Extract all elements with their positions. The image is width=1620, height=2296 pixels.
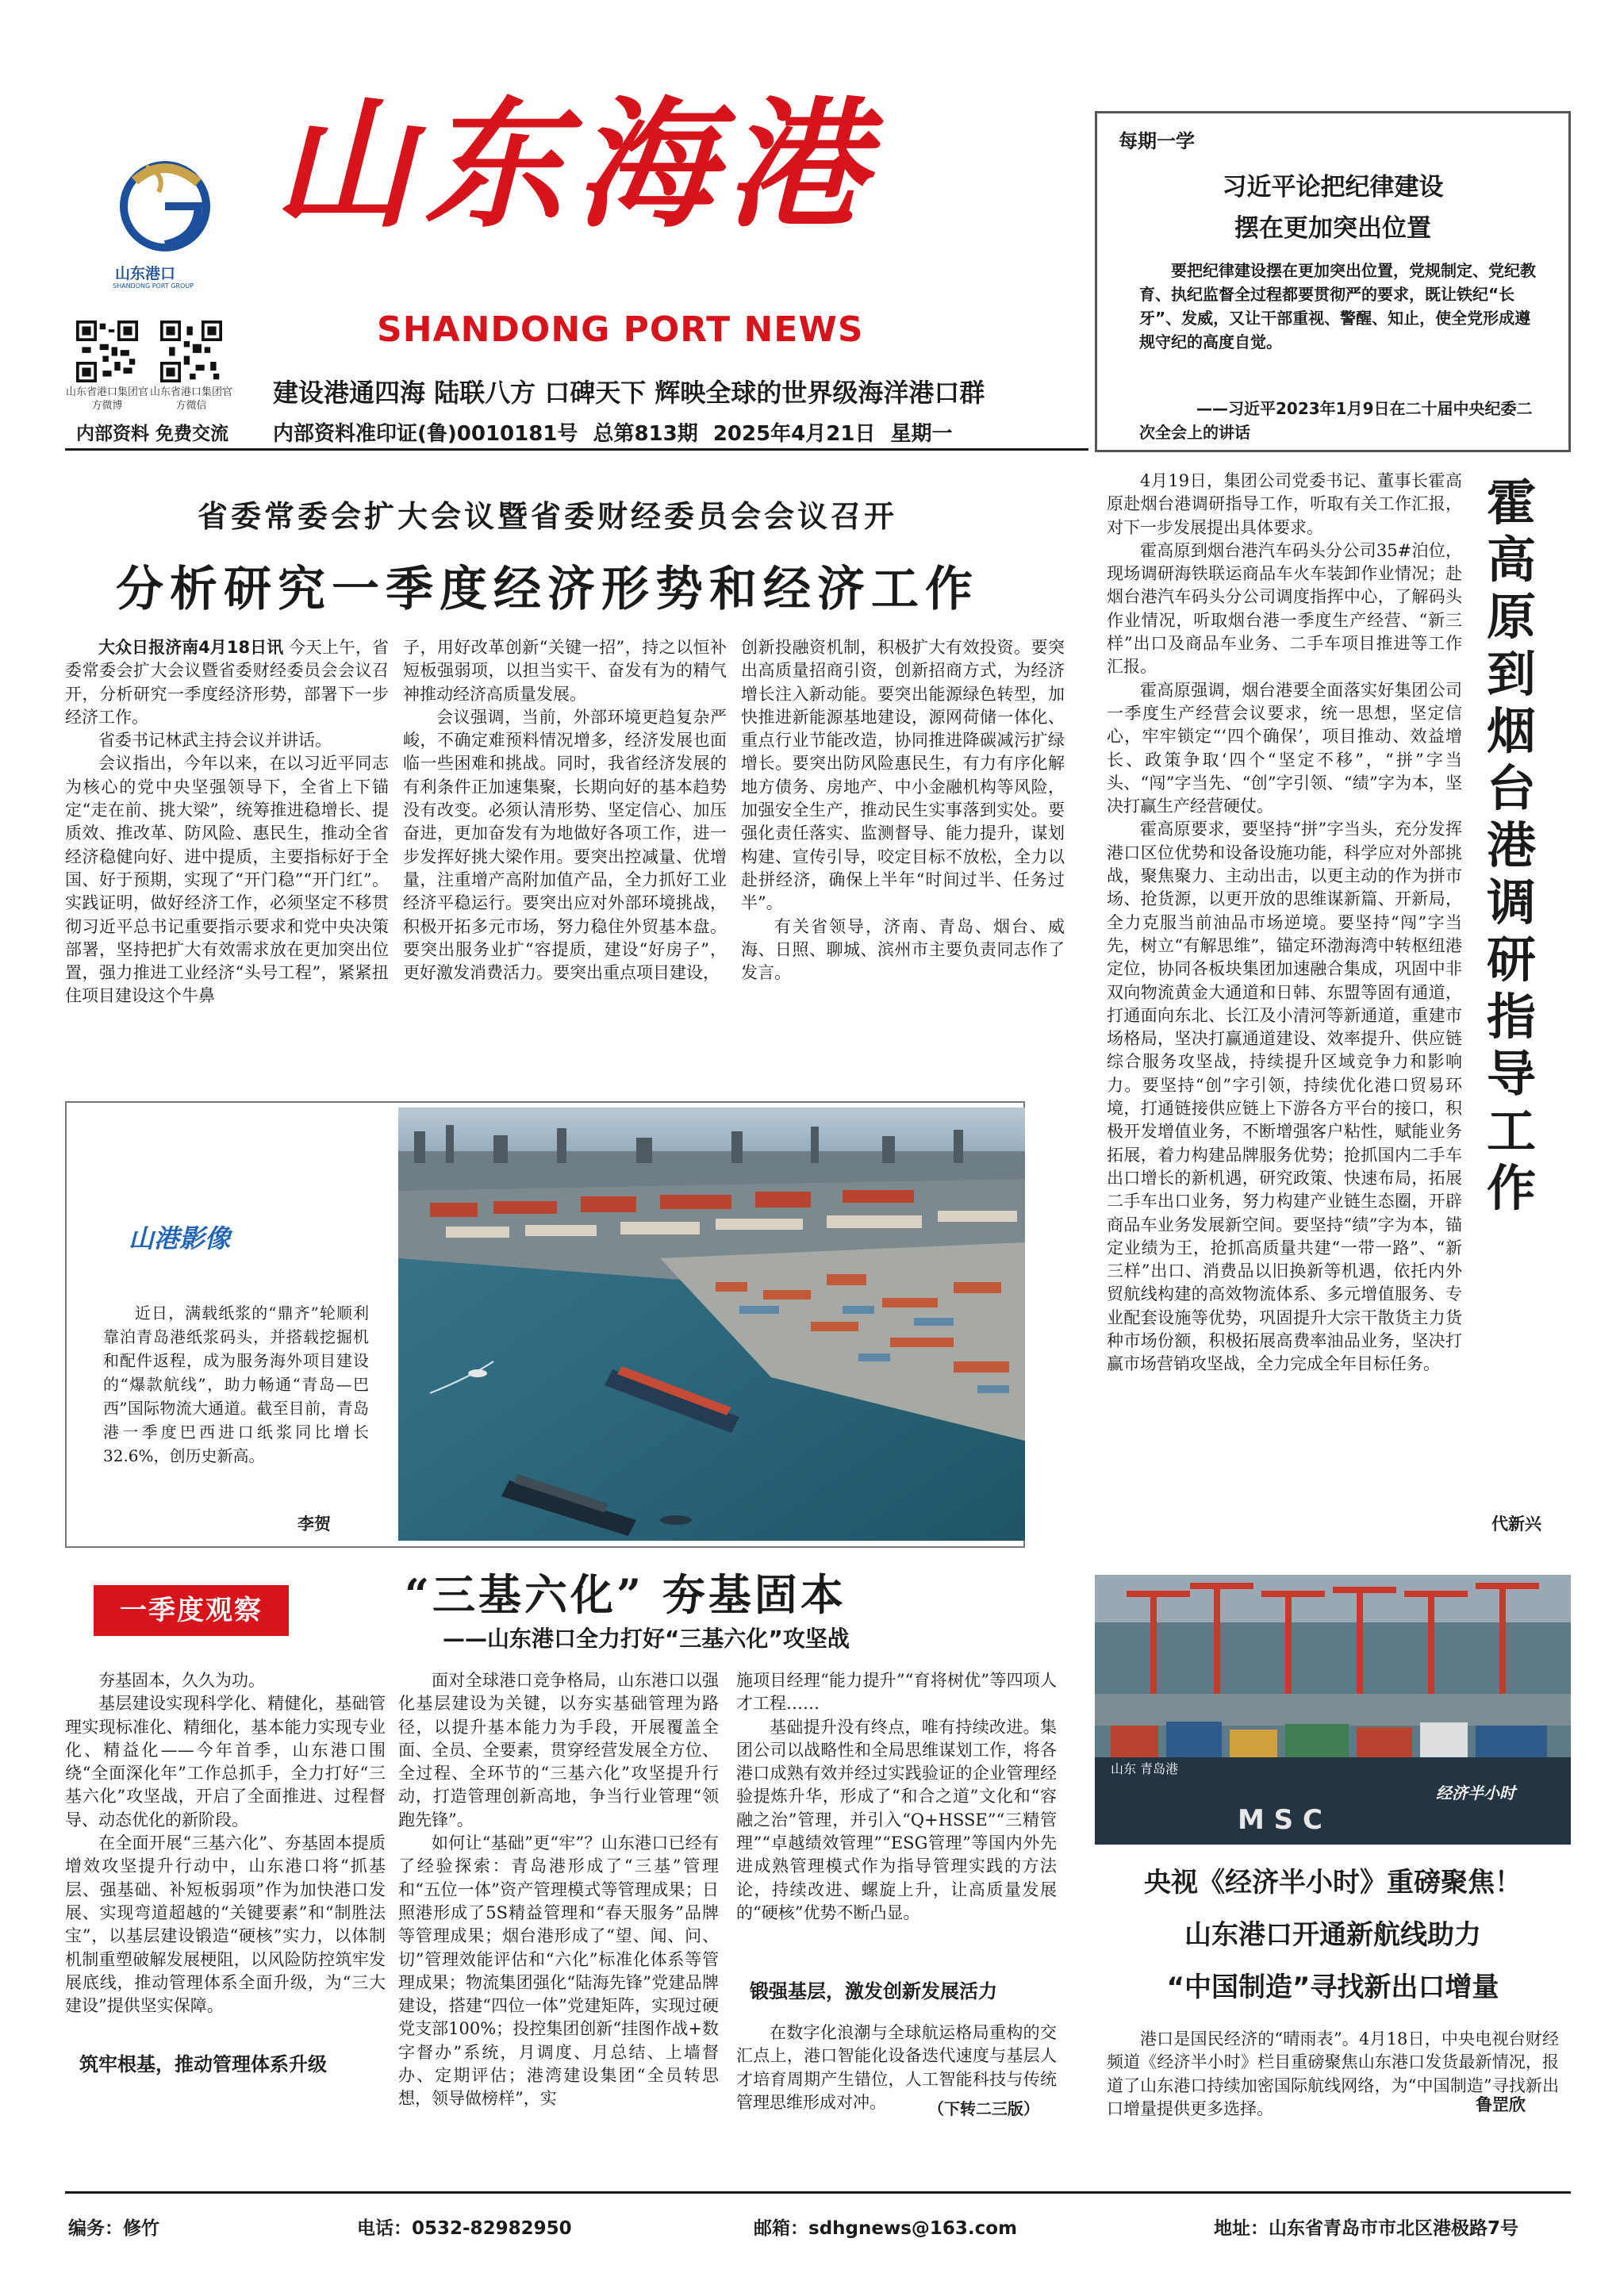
issue-line xyxy=(273,417,953,447)
right-article-headline: 霍高原到烟台港调研指导工作 xyxy=(1486,474,1536,1217)
tv-program-logo: 经济半小时 xyxy=(1436,1783,1515,1803)
photo-feature-brand: 山港影像 xyxy=(129,1223,231,1254)
wechat-qr-caption: 山东省港口集团官方微信 xyxy=(149,386,232,412)
paragraph: 会议强调，当前，外部环境更趋复杂严峻，不确定难预料情况增多，经济发展也面临一些困难和挑战。同时，我省经济发展的有利条件正加速集聚，长期向好的基本趋势没有改变。必须认清形势、坚定信心、加压奋进，更加奋发有为地做好各项工作，进一步发挥好挑大梁作用。要突出控减量、优增量，注重增产高附加值产品，全力抓好工业经济平稳运行。要突出应对外部环境挑战，积极开拓多元市场，努力稳住外贸基本盘。要突出服务业扩“容提质，建设“好房子”，更好激发消费活力。要突出重点项目建设， xyxy=(403,707,727,983)
tv-feature-credit: 鲁罡欣 xyxy=(1476,2095,1526,2114)
paragraph: 在全面开展“三基六化”、夯基固本提质增效攻坚提升行动中，山东港口将“抓基层、强基础、补短板弱项”作为加快港口发展、实现弯道超越的“关键要素”和“制胜法宝”，以基层建设锻造“硬核”实力，以体制机制重塑破解发展梗阻，以风险防控筑牢发展底线，推动管理体系全面升级，为“三大建设”提供坚实保障。 xyxy=(65,1833,386,2016)
issue-number: 总第813期 xyxy=(593,422,698,446)
quote-kicker: 每期一学 xyxy=(1119,129,1195,152)
lower-article-col2 xyxy=(398,1669,719,2120)
section-tag: 一季度观察 xyxy=(94,1585,289,1636)
main-article-lead: 大众日报济南4月18日讯 今天上午，省委常委会扩大会议暨省委财经委员会会议召开，分析研究一季度经济形势，部署下一步经济工作。 xyxy=(65,638,389,727)
paragraph: 霍高原强调，烟台港要全面落实好集团公司一季度生产经营会议要求，统一思想，坚定信心，牢牢锁定“‘四个确保’，项目推动、效益增长、政策争取‘四个“坚定不移”，“拼”字当头、“闯”字当先、“创”字引领、“绩”字为本，坚决打赢生产经营硬仗。 xyxy=(1107,680,1462,816)
weibo-qr-caption: 山东省港口集团官方微博 xyxy=(65,386,148,412)
paragraph: 会议指出，今年以来，在以习近平同志为核心的党中央坚强领导下，全省上下锚定“走在前、挑大梁”，统筹推进稳增长、提质效、推改革、防风险、惠民生，推动全省经济稳健向好、进中提质，主要指标好于全国、好于预期，实现了“开门稳”“开门红”。实践证明，做好经济工作，必须坚定不移贯彻习近平总书记重要指示要求和党中央决策部署，坚持把扩大有效需求放在更加突出位置，强力推进工业经济“头号工程”，紧紧扭住项目建设这个牛鼻 xyxy=(65,754,389,1006)
main-article-col3 xyxy=(741,636,1065,1081)
paragraph: 施项目经理“能力提升”“育将树优”等四项人才工程…… xyxy=(736,1671,1057,1714)
tv-headline-line2: 山东港口开通新航线助力 xyxy=(1184,1919,1481,1951)
masthead-title: 山东海港 xyxy=(274,83,877,247)
quote-body: 要把纪律建设摆在更加突出位置，党规制定、党纪教育、执纪监督全过程都要贯彻严的要求，既让铁纪“长牙”、发威，又让干部重视、警醒、知止，使全党形成遵规守纪的高度自觉。 xyxy=(1139,261,1536,351)
quote-title-line1: 习近平论把纪律建设 xyxy=(1222,173,1444,202)
right-article-credit: 代新兴 xyxy=(1491,1515,1541,1534)
masthead-english-title: SHANDONG PORT NEWS xyxy=(377,309,864,350)
photo-location-overlay: 山东 青岛港 xyxy=(1111,1761,1179,1776)
footer-editor: 编务：修竹 xyxy=(68,2218,159,2239)
footer-email: 邮箱：sdhgnews@163.com xyxy=(754,2218,1018,2239)
paragraph: 霍高原到烟台港汽车码头分公司35#泊位，现场调研海铁联运商品车火车装卸作业情况；赴烟台港汽车码头分公司调度指挥中心，了解码头作业情况，听取烟台港一季度生产经营、“新三样”出口及商品车业务、二手车项目推进等工作汇报。 xyxy=(1107,540,1462,677)
tv-headline-line1: 央视《经济半小时》重磅聚焦！ xyxy=(1144,1867,1522,1899)
footer-address: 地址：山东省青岛市市北区港极路7号 xyxy=(1214,2218,1519,2239)
wechat-qr-code xyxy=(160,321,222,382)
dateline: 大众日报济南4月18日讯 xyxy=(98,638,284,657)
logo-en: SHANDONG PORT GROUP xyxy=(113,282,194,290)
paragraph: 面对全球港口竞争格局，山东港口以强化基层建设为关键，以夯实基础管理为路径，以提升基本能力为手段，开展覆盖全面、全员、全要素，贯穿经营发展全方位、全过程、全环节的“三基六化”攻坚提升行动，打造管理创新高地，争当行业管理“领跑先锋”。 xyxy=(398,1671,719,1830)
paragraph: 夯基固本，久久为功。 xyxy=(98,1671,265,1690)
main-article-col1 xyxy=(65,636,389,1081)
tv-headline-line3: “中国制造”寻找新出口增量 xyxy=(1166,1972,1499,2003)
paragraph: 在数字化浪潮与全球航运格局重构的交汇点上，港口智能化设备迭代速度与基层人才培育周期产生错位，人工智能科技与传统管理思维形成对冲。 xyxy=(736,2023,1057,2112)
footer-rule xyxy=(65,2191,1571,2194)
lower-article-col3 xyxy=(736,1669,1057,1971)
continued-note: （下转二三版） xyxy=(928,2099,1039,2118)
container-terminal-photo xyxy=(1095,1575,1571,1845)
lower-article-subheadline: ——山东港口全力打好“三基六化”攻坚战 xyxy=(443,1626,850,1652)
logo-text: 山东港口 xyxy=(115,265,176,282)
paragraph: 创新投融资机制，积极扩大有效投资。要突出高质量招商引资，创新招商方式，为经济增长注入新动能。要突出能源绿色转型，加快推进新能源基地建设，源网荷储一体化、重点行业节能改造，协同推进降碳减污扩绿增长。要突出防风险惠民生，有力有序化解地方债务、房地产、中小金融机构等风险，加强安全生产，推动民生实事落到实处。要强化责任落实、监测督导、能力提升，谋划构建、宣传引导，咬定目标不放松，全力以赴拼经济，确保上半年“时间过半、任务过半”。 xyxy=(741,638,1065,913)
weibo-qr-code xyxy=(76,321,138,382)
photo-feature-caption: 近日，满载纸浆的“鼎齐”轮顺利靠泊青岛港纸浆码头，并搭载挖掘机和配件返程，成为服务海外项目建设的“爆款航线”，助力畅通“青岛—巴西”国际物流大通道。截至目前，青岛港一季度巴西进口纸浆同比增长32.6%，创历史新高。 xyxy=(103,1303,369,1465)
tv-feature-headline xyxy=(1095,1856,1571,2014)
photo-feature-credit: 李贺 xyxy=(298,1514,331,1534)
paragraph: 如何让“基础”更“牢”？山东港口已经有了经验探索：青岛港形成了“三基”管理和“五位一体”资产管理模式等管理成果；日照港形成了5S精益管理和“春天服务”品牌等管理成果；烟台港形成了“望、闻、问、切”管理效能评估和“六化”标准化体系等管理成果；物流集团强化“陆海先锋”党建品牌建设，搭建“四位一体”党建矩阵，实现过硬党支部100%；投控集团创新“挂图作战+数字督办”系统，月调度、月总结、上墙督办、定期评估；港湾建设集团“全员转思想，领导做榜样”，实 xyxy=(398,1833,719,2109)
paragraph: 子，用好改革创新“关键一招”，持之以恒补短板强弱项，以担当实干、奋发有为的精气神推动经济高质量发展。 xyxy=(403,638,727,704)
lower-article-col1 xyxy=(65,1669,386,2030)
paragraph: 霍高原要求，要坚持“拼”字当头，充分发挥港口区位优势和设备设施功能，科学应对外部挑战，聚焦聚力、主动出击，以更主动的作为拼市场、抢货源，以更开放的思维谋新篇、开新局，全力克服当前油品市场逆境。要坚持“闯”字当先，树立“有解思维”，锚定环渤海湾中转枢纽港定位，协同各板块集团加速融合集成，巩固中非双向物流黄金大通道和日韩、东盟等固有通道，打通面向东北、长江及小清河等新通道，重建市场格局，坚决打赢通道建设、效率提升、供应链综合服务攻坚战，持续提升区域竞争力和影响力。要坚持“创”字引领，持续优化港口贸易环境，打通链接供应链上下游各方平台的接口，积极开发增值业务，不断增强客户粘性，赋能业务拓展，着力构建品牌服务优势；抢抓国内二手车出口增长的新机遇，研究政策、快速布局，拓展二手车出口业务，努力构建产业链生态圈，开辟商品车业务发展新空间。要坚持“绩”字为本，锚定业绩为王，抢抓高质量共建“一带一路”、“新三样”出口、消费品以旧换新等机遇，依托内外贸航线构建的高效物流体系、多元增值服务、专业配套设施等优势，巩固提升大宗干散货主力货种市场份额，积极拓展高费率油品业务，坚决打赢市场营销攻坚战，全力完成全年目标任务。 xyxy=(1107,820,1462,1374)
issue-date: 2025年4月21日 xyxy=(712,422,876,446)
main-article-kicker: 省委常委会扩大会议暨省委财经委员会会议召开 xyxy=(197,499,897,534)
issue-weekday: 星期一 xyxy=(890,422,953,446)
lower-article-headline: “三基六化” 夯基固本 xyxy=(405,1569,846,1620)
masthead-slogan: 建设港通四海 陆联八方 口碑天下 辉映全球的世界级海洋港口群 xyxy=(273,378,985,408)
quote-title-line2: 摆在更加突出位置 xyxy=(1234,214,1431,243)
paragraph: 港口是国民经济的“晴雨表”。4月18日，中央电视台财经频道《经济半小时》栏目重磅聚焦山东港口发货最新情况，报道了山东港口持续加密国际航线网络，为“中国制造”寻找新出口增量提供更多选择。 xyxy=(1107,2029,1559,2118)
port-aerial-photo xyxy=(398,1108,1025,1541)
right-article-body xyxy=(1107,470,1462,1503)
footer-phone: 电话：0532-82982950 xyxy=(357,2218,572,2239)
lower-col3-subhead: 锻强基层，激发创新发展活力 xyxy=(750,1980,997,2002)
masthead-rule xyxy=(65,448,1088,451)
paragraph: 省委书记林武主持会议并讲话。 xyxy=(98,731,332,751)
permit-number: 内部资料准印证(鲁)0010181号 xyxy=(273,422,578,446)
paragraph: 基层建设实现科学化、精健化，基础管理实现标准化、精细化，基本能力实现专业化、精益化——今年首季，山东港口围绕“全面深化年”工作总抓手，全力打好“三基六化”攻坚战，开启了全面推进、过程督导、动态优化的新阶段。 xyxy=(65,1694,386,1830)
main-article-headline: 分析研究一季度经济形势和经济工作 xyxy=(116,562,979,617)
quote-source: ——习近平2023年1月9日在二十届中央纪委二次全会上的讲话 xyxy=(1139,399,1533,442)
paragraph: 基础提升没有终点，唯有持续改进。集团公司以战略性和全局思维谋划工作，将各港口成熟有效并经过实践验证的企业管理经验提炼升华，形成了“和合之道”文化和“容融之治”管理，并引入“Q+HSSE”“三精管理”“卓越绩效管理”“ESG管理”等国内外先进成熟管理模式作为指导管理实践的方法论，持续改进、螺旋上升，让高质量发展的“硬核”优势不断凸显。 xyxy=(736,1717,1057,1922)
paragraph: 有关省领导，济南、青岛、烟台、威海、日照、聊城、滨州市主要负责同志作了发言。 xyxy=(741,916,1065,983)
internal-note: 内部资料 免费交流 xyxy=(76,424,229,444)
paragraph: 4月19日，集团公司党委书记、董事长霍高原赴烟台港调研指导工作，听取有关工作汇报，对下一步发展提出具体要求。 xyxy=(1107,471,1462,537)
main-article-col2 xyxy=(403,636,727,1081)
ship-hull-text: M S C xyxy=(1238,1804,1322,1836)
lower-col1-subhead: 筑牢根基，推动管理体系升级 xyxy=(79,2053,327,2075)
